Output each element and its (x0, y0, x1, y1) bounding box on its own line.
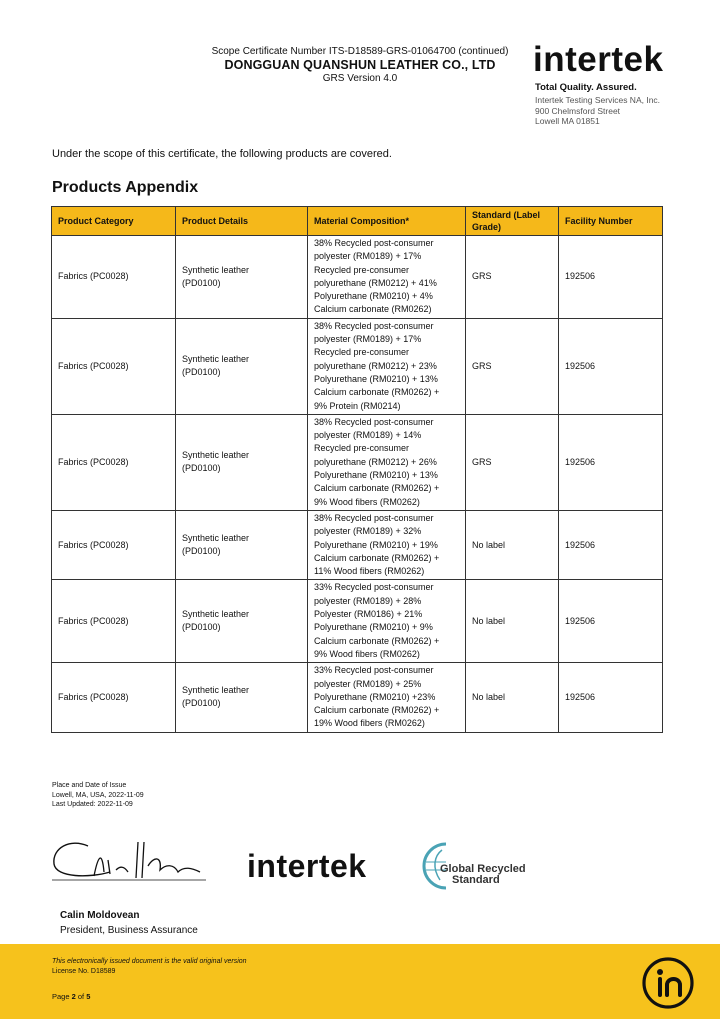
material-composition-cell-line: Calcium carbonate (RM0262) + (314, 705, 440, 716)
material-composition-cell-line: Recycled pre-consumer (314, 347, 410, 358)
issue-info (52, 781, 144, 810)
product-details-cell-line: Synthetic leather (182, 609, 250, 620)
issue-label: Place and Date of Issue (52, 782, 127, 789)
address-line: Intertek Testing Services NA, Inc. (535, 95, 661, 105)
material-composition-cell-line: polyester (RM0189) + 25% (314, 678, 422, 689)
signer-title: President, Business Assurance (60, 925, 198, 936)
product-details-cell (176, 318, 308, 414)
table-header-row (52, 207, 663, 236)
facility-number-cell: 192506 (559, 236, 663, 319)
material-composition-cell-line: Polyurethane (RM0210) + 9% (314, 622, 433, 633)
certificate-header (200, 46, 520, 85)
product-category-cell: Fabrics (PC0028) (52, 510, 176, 579)
logo-tagline: Total Quality. Assured. (535, 82, 637, 93)
material-composition-cell (308, 236, 466, 319)
scope-intro: Under the scope of this certificate, the following products are covered. (52, 148, 392, 160)
material-composition-cell-line: Polyurethane (RM0210) +23% (314, 691, 436, 702)
product-category-cell: Fabrics (PC0028) (52, 414, 176, 510)
table-row (52, 318, 663, 414)
product-details-cell-line: Synthetic leather (182, 264, 250, 275)
product-details-cell (176, 414, 308, 510)
page-indicator (52, 992, 90, 1001)
address-line: Lowell MA 01851 (535, 116, 600, 126)
company-name: DONGGUAN QUANSHUN LEATHER CO., LTD (224, 58, 496, 72)
material-composition-cell-line: Calcium carbonate (RM0262) + (314, 483, 440, 494)
table-row (52, 580, 663, 663)
table-row (52, 663, 663, 732)
product-details-cell-line: (PD0100) (182, 277, 221, 288)
page-number: 2 (71, 992, 76, 1001)
column-header: Product Category (52, 207, 176, 236)
material-composition-cell-line: 33% Recycled post-consumer (314, 665, 434, 676)
material-composition-cell-line: Recycled pre-consumer (314, 443, 410, 454)
product-category-cell: Fabrics (PC0028) (52, 580, 176, 663)
issue-place-date: Lowell, MA, USA, 2022-11-09 (52, 791, 144, 799)
material-composition-cell-line: polyurethane (RM0212) + 26% (314, 456, 437, 467)
grs-logo-line: Global Recycled (440, 863, 526, 875)
material-composition-cell-line: 19% Wood fibers (RM0262) (314, 718, 425, 729)
material-composition-cell-line: Polyurethane (RM0210) + 19% (314, 539, 438, 550)
column-header: Standard (Label Grade) (466, 207, 559, 236)
intertek-logo: intertek (247, 848, 367, 884)
license-number: License No. D18589 (52, 968, 116, 975)
product-details-cell-line: Synthetic leather (182, 354, 250, 365)
material-composition-cell-line: 9% Wood fibers (RM0262) (314, 648, 420, 659)
standard-version: GRS Version 4.0 (322, 73, 398, 84)
standard-cell: No label (466, 510, 559, 579)
product-category-cell: Fabrics (PC0028) (52, 663, 176, 732)
product-details-cell-line: Synthetic leather (182, 685, 250, 696)
signer-name: Calin Moldovean (60, 910, 140, 921)
facility-number-cell: 192506 (559, 663, 663, 732)
standard-cell: No label (466, 580, 559, 663)
material-composition-cell-line: Polyester (RM0186) + 21% (314, 609, 423, 620)
material-composition-cell (308, 580, 466, 663)
product-category-cell: Fabrics (PC0028) (52, 236, 176, 319)
product-details-cell-line: (PD0100) (182, 463, 221, 474)
material-composition-cell-line: Polyurethane (RM0210) + 4% (314, 291, 433, 302)
intertek-logo: intertek (533, 40, 664, 79)
table-row (52, 236, 663, 319)
products-table (51, 206, 663, 733)
material-composition-cell-line: polyester (RM0189) + 17% (314, 251, 422, 262)
footer-note: This electronically issued document is the valid original version (52, 958, 247, 965)
certificate-number: Scope Certificate Number ITS-D18589-GRS-01064700 (continued) (211, 46, 509, 57)
facility-number-cell: 192506 (559, 318, 663, 414)
material-composition-cell-line: Recycled pre-consumer (314, 264, 410, 275)
material-composition-cell-line: Calcium carbonate (RM0262) + (314, 387, 440, 398)
material-composition-cell-line: 38% Recycled post-consumer (314, 512, 434, 523)
material-composition-cell-line: Polyurethane (RM0210) + 13% (314, 373, 438, 384)
material-composition-cell-line: polyester (RM0189) + 32% (314, 526, 422, 537)
product-details-cell-line: (PD0100) (182, 546, 221, 557)
material-composition-cell-line: polyester (RM0189) + 17% (314, 334, 422, 345)
product-details-cell-line: (PD0100) (182, 698, 221, 709)
material-composition-cell-line: Calcium carbonate (RM0262) + (314, 552, 440, 563)
table-row (52, 510, 663, 579)
product-details-cell (176, 580, 308, 663)
issuer-address (535, 95, 660, 127)
product-details-cell (176, 663, 308, 732)
material-composition-cell-line: 38% Recycled post-consumer (314, 416, 434, 427)
material-composition-cell-line: polyurethane (RM0212) + 41% (314, 277, 437, 288)
material-composition-cell-line: Calcium carbonate (RM0262) + (314, 635, 440, 646)
material-composition-cell-line: Polyurethane (RM0210) + 13% (314, 470, 438, 481)
material-composition-cell-line: polyester (RM0189) + 14% (314, 430, 422, 441)
intertek-emblem-icon (640, 955, 696, 1011)
table-row (52, 414, 663, 510)
page-label: Page (52, 992, 70, 1001)
page-of: of (77, 992, 85, 1001)
material-composition-cell-line: Calcium carbonate (RM0262) (314, 304, 432, 315)
standard-cell: GRS (466, 236, 559, 319)
page-total: 5 (86, 992, 91, 1001)
grs-logo-line: Standard (452, 874, 500, 886)
column-header: Facility Number (559, 207, 663, 236)
product-details-cell (176, 510, 308, 579)
signature-image (50, 836, 210, 884)
product-details-cell-line: Synthetic leather (182, 450, 250, 461)
material-composition-cell-line: 9% Wood fibers (RM0262) (314, 496, 420, 507)
material-composition-cell-line: 33% Recycled post-consumer (314, 582, 434, 593)
material-composition-cell (308, 510, 466, 579)
address-line: 900 Chelmsford Street (535, 105, 621, 116)
column-header: Product Details (176, 207, 308, 236)
material-composition-cell-line: polyester (RM0189) + 28% (314, 595, 422, 606)
standard-cell: GRS (466, 414, 559, 510)
column-header: Material Composition* (308, 207, 466, 236)
material-composition-cell (308, 414, 466, 510)
material-composition-cell (308, 318, 466, 414)
standard-cell: No label (466, 663, 559, 732)
footer-band (0, 944, 720, 1019)
product-details-cell-line: (PD0100) (182, 622, 221, 633)
material-composition-cell-line: 11% Wood fibers (RM0262) (314, 566, 425, 577)
material-composition-cell-line: 38% Recycled post-consumer (314, 320, 434, 331)
material-composition-cell-line: 38% Recycled post-consumer (314, 238, 434, 248)
facility-number-cell: 192506 (559, 414, 663, 510)
facility-number-cell: 192506 (559, 580, 663, 663)
material-composition-cell (308, 663, 466, 732)
page-title: Products Appendix (52, 179, 199, 196)
last-updated: Last Updated: 2022-11-09 (52, 801, 133, 808)
product-details-cell-line: Synthetic leather (182, 532, 250, 543)
grs-logo (440, 864, 526, 886)
material-composition-cell-line: 9% Protein (RM0214) (314, 400, 401, 411)
facility-number-cell: 192506 (559, 510, 663, 579)
product-details-cell-line: (PD0100) (182, 367, 221, 378)
product-details-cell (176, 236, 308, 319)
standard-cell: GRS (466, 318, 559, 414)
material-composition-cell-line: polyurethane (RM0212) + 23% (314, 360, 437, 371)
product-category-cell: Fabrics (PC0028) (52, 318, 176, 414)
